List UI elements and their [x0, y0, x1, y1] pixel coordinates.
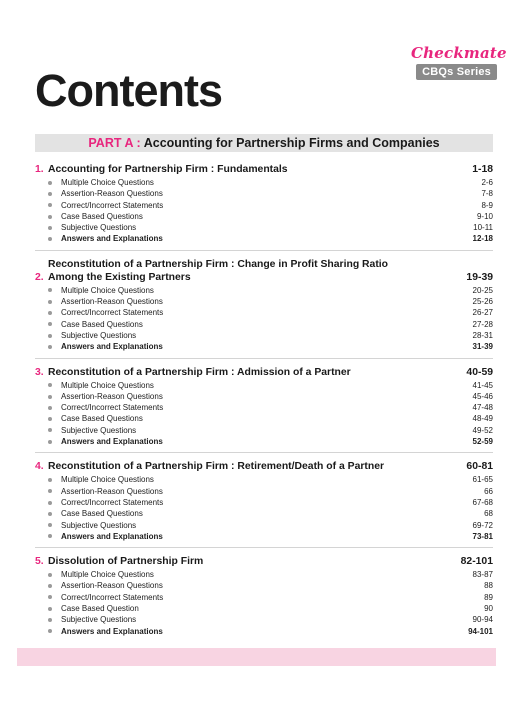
chapter-4	[35, 452, 493, 542]
item-label: Assertion-Reason Questions	[61, 486, 163, 496]
list-item[interactable]	[35, 319, 493, 330]
bullet-icon	[48, 226, 52, 230]
part-banner	[35, 134, 493, 152]
list-item[interactable]	[35, 233, 493, 244]
item-pages: 88	[484, 581, 493, 591]
bullet-icon	[48, 288, 52, 292]
chapter-pages: 40-59	[466, 366, 493, 378]
list-item[interactable]	[35, 413, 493, 424]
list-item[interactable]	[35, 211, 493, 222]
list-item[interactable]	[35, 592, 493, 603]
chapter-pages: 82-101	[460, 556, 493, 568]
chapter-number: 1.	[35, 164, 44, 175]
bullet-icon	[48, 322, 52, 326]
item-pages: 47-48	[472, 403, 493, 413]
brand-logo	[411, 44, 507, 80]
list-item[interactable]	[35, 436, 493, 447]
list-item[interactable]	[35, 520, 493, 531]
item-pages: 89	[484, 592, 493, 602]
item-label: Assertion-Reason Questions	[61, 581, 163, 591]
item-pages: 31-39	[472, 342, 493, 352]
item-label: Case Based Question	[61, 604, 139, 614]
bullet-icon	[48, 478, 52, 482]
item-label: Assertion-Reason Questions	[61, 297, 163, 307]
chapter-items	[35, 285, 493, 353]
chapter-title: Reconstitution of a Partnership Firm : Retirement/Death of a Partner	[48, 461, 385, 473]
item-pages: 52-59	[472, 437, 493, 447]
bullet-icon	[48, 428, 52, 432]
bullet-icon	[48, 383, 52, 387]
list-item[interactable]	[35, 603, 493, 614]
item-label: Case Based Questions	[61, 509, 143, 519]
item-label: Correct/Incorrect Statements	[61, 200, 164, 210]
chapter-heading[interactable]	[35, 163, 493, 176]
list-item[interactable]	[35, 341, 493, 352]
chapter-number: 2.	[35, 271, 44, 283]
item-label: Answers and Explanations	[61, 437, 163, 447]
bullet-icon	[48, 311, 52, 315]
item-pages: 90	[484, 604, 493, 614]
list-item[interactable]	[35, 497, 493, 508]
list-item[interactable]	[35, 307, 493, 318]
bullet-icon	[48, 573, 52, 577]
item-pages: 68	[484, 509, 493, 519]
bullet-icon	[48, 334, 52, 338]
bullet-icon	[48, 192, 52, 196]
list-item[interactable]	[35, 296, 493, 307]
list-item[interactable]	[35, 531, 493, 542]
item-label: Multiple Choice Questions	[61, 178, 154, 187]
series-badge: CBQs Series	[416, 64, 497, 80]
chapter-title: Dissolution of Partnership Firm	[48, 556, 204, 568]
bullet-icon	[48, 512, 52, 516]
chapter-number: 4.	[35, 461, 44, 473]
item-pages: 83-87	[472, 570, 493, 580]
item-label: Answers and Explanations	[61, 342, 163, 352]
item-pages: 90-94	[472, 615, 493, 625]
bullet-icon	[48, 395, 52, 399]
item-label: Answers and Explanations	[61, 234, 163, 244]
item-label: Assertion-Reason Questions	[61, 391, 163, 401]
chapter-heading[interactable]	[35, 258, 493, 284]
list-item[interactable]	[35, 626, 493, 637]
item-pages: 2-6	[481, 178, 493, 187]
bullet-icon	[48, 618, 52, 622]
item-label: Multiple Choice Questions	[61, 570, 154, 580]
chapter-number: 3.	[35, 366, 44, 378]
item-pages: 26-27	[472, 308, 493, 318]
item-pages: 48-49	[472, 414, 493, 424]
brand-name: Checkmate	[411, 44, 507, 62]
bullet-icon	[48, 300, 52, 304]
item-label: Case Based Questions	[61, 211, 143, 221]
list-item[interactable]	[35, 569, 493, 580]
item-pages: 45-46	[472, 391, 493, 401]
list-item[interactable]	[35, 177, 493, 188]
list-item[interactable]	[35, 580, 493, 591]
chapter-2	[35, 250, 493, 353]
table-of-contents	[35, 163, 493, 637]
bullet-icon	[48, 345, 52, 349]
bullet-icon	[48, 417, 52, 421]
chapter-heading[interactable]	[35, 366, 493, 379]
list-item[interactable]	[35, 486, 493, 497]
list-item[interactable]	[35, 200, 493, 211]
item-label: Correct/Incorrect Statements	[61, 403, 164, 413]
list-item[interactable]	[35, 402, 493, 413]
item-label: Assertion-Reason Questions	[61, 189, 163, 199]
bullet-icon	[48, 595, 52, 599]
item-label: Correct/Incorrect Statements	[61, 592, 164, 602]
item-label: Subjective Questions	[61, 330, 137, 340]
item-label: Answers and Explanations	[61, 626, 163, 636]
item-label: Correct/Incorrect Statements	[61, 308, 164, 318]
item-pages: 94-101	[468, 626, 493, 636]
item-label: Case Based Questions	[61, 319, 143, 329]
item-label: Multiple Choice Questions	[61, 475, 154, 485]
bullet-icon	[48, 584, 52, 588]
bullet-icon	[48, 489, 52, 493]
item-label: Subjective Questions	[61, 615, 137, 625]
bullet-icon	[48, 534, 52, 538]
bullet-icon	[48, 607, 52, 611]
chapter-title: Accounting for Partnership Firm : Fundamentals	[48, 164, 288, 175]
chapter-pages: 60-81	[466, 461, 493, 473]
list-item[interactable]	[35, 380, 493, 391]
item-pages: 20-25	[472, 285, 493, 295]
footer-band	[17, 648, 496, 666]
bullet-icon	[48, 523, 52, 527]
chapter-items	[35, 177, 493, 245]
chapter-pages: 1-18	[472, 164, 493, 175]
chapter-number: 5.	[35, 556, 44, 568]
bullet-icon	[48, 237, 52, 241]
item-label: Answers and Explanations	[61, 531, 163, 541]
bullet-icon	[48, 215, 52, 219]
bullet-icon	[48, 501, 52, 505]
bullet-icon	[48, 629, 52, 633]
item-label: Subjective Questions	[61, 520, 137, 530]
item-pages: 25-26	[472, 297, 493, 307]
list-item[interactable]	[35, 285, 493, 296]
item-pages: 8-9	[481, 200, 493, 210]
chapter-5	[35, 547, 493, 637]
item-pages: 28-31	[472, 330, 493, 340]
item-pages: 73-81	[472, 531, 493, 541]
item-pages: 9-10	[476, 211, 493, 221]
item-pages: 49-52	[472, 425, 493, 435]
list-item[interactable]	[35, 222, 493, 233]
list-item[interactable]	[35, 391, 493, 402]
list-item[interactable]	[35, 330, 493, 341]
list-item[interactable]	[35, 425, 493, 436]
bullet-icon	[48, 440, 52, 444]
list-item[interactable]	[35, 508, 493, 519]
list-item[interactable]	[35, 188, 493, 199]
chapter-1	[35, 163, 493, 245]
item-label: Correct/Incorrect Statements	[61, 497, 164, 507]
chapter-3	[35, 358, 493, 448]
list-item[interactable]	[35, 614, 493, 625]
item-label: Subjective Questions	[61, 425, 137, 435]
item-pages: 67-68	[472, 497, 493, 507]
chapter-items	[35, 380, 493, 448]
bullet-icon	[48, 181, 52, 185]
item-label: Multiple Choice Questions	[61, 285, 154, 295]
chapter-heading[interactable]	[35, 460, 493, 473]
item-label: Subjective Questions	[61, 223, 137, 233]
item-pages: 66	[484, 486, 493, 496]
chapter-items	[35, 474, 493, 542]
bullet-icon	[48, 406, 52, 410]
item-pages: 12-18	[472, 234, 493, 244]
item-pages: 7-8	[481, 189, 493, 199]
part-label: PART A :	[88, 136, 141, 150]
item-pages: 27-28	[472, 319, 493, 329]
list-item[interactable]	[35, 474, 493, 485]
chapter-pages: 19-39	[466, 271, 493, 283]
bullet-icon	[48, 203, 52, 207]
chapter-items	[35, 569, 493, 637]
item-pages: 41-45	[472, 380, 493, 390]
item-pages: 10-11	[473, 223, 493, 233]
item-pages: 61-65	[472, 475, 493, 485]
page-title: Contents	[35, 65, 222, 116]
chapter-title: Reconstitution of a Partnership Firm : Change in Profit Sharing Ratio Among the Existing Partners	[48, 258, 389, 283]
item-pages: 69-72	[472, 520, 493, 530]
chapter-heading[interactable]	[35, 555, 493, 568]
part-title: Accounting for Partnership Firms and Companies	[143, 136, 440, 150]
item-label: Multiple Choice Questions	[61, 380, 154, 390]
item-label: Case Based Questions	[61, 414, 143, 424]
chapter-title: Reconstitution of a Partnership Firm : Admission of a Partner	[48, 366, 351, 378]
